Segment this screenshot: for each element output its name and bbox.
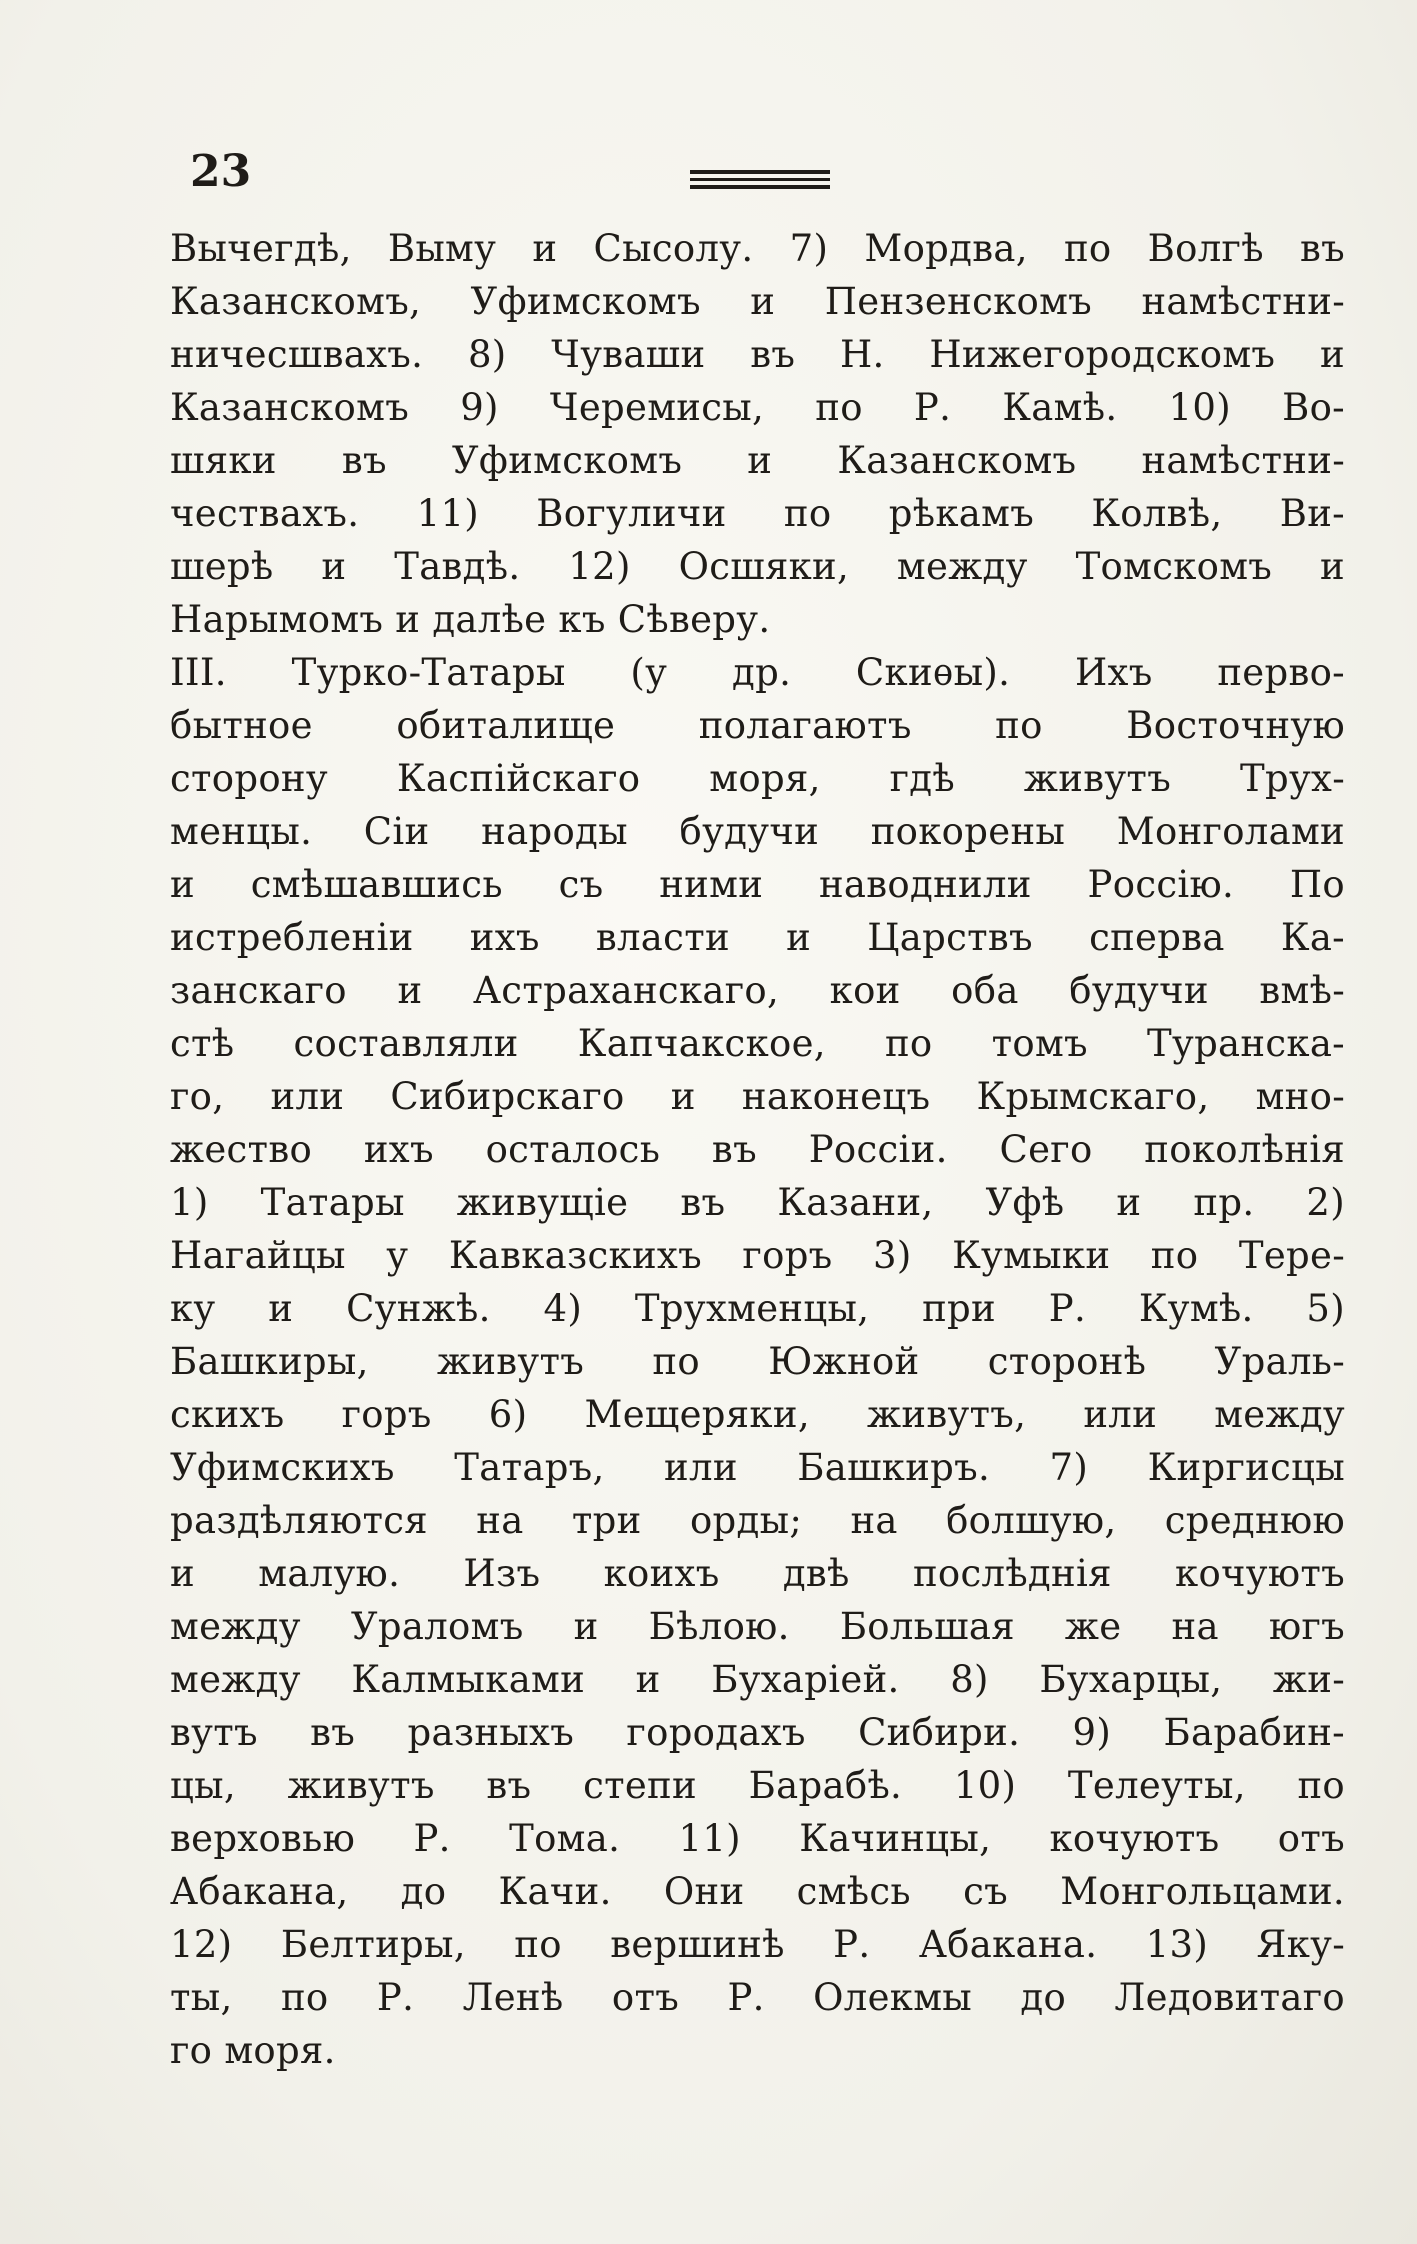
text-line: сторону Каспійскаго моря, гдѣ живутъ Трух- bbox=[170, 757, 1345, 800]
text-line: го моря. bbox=[170, 2029, 336, 2072]
text-line: и смѣшавшись съ ними наводнили Россію. По bbox=[170, 863, 1345, 906]
text-line: занскаго и Астраханскаго, кои оба будучи вмѣ- bbox=[170, 969, 1345, 1012]
text-line: Вычегдѣ, Выму и Сысолу. 7) Мордва, по Волгѣ въ bbox=[170, 227, 1345, 270]
text-line: вутъ въ разныхъ городахъ Сибири. 9) Барабин- bbox=[170, 1711, 1345, 1754]
text-line: Башкиры, живутъ по Южной сторонѣ Ураль- bbox=[170, 1340, 1345, 1383]
text-line: Абакана, до Качи. Они смѣсь съ Монгольцами. bbox=[170, 1870, 1345, 1913]
text-line: Нарымомъ и далѣе къ Сѣверу. bbox=[170, 598, 771, 641]
text-line: верховью Р. Тома. 11) Качинцы, кочуютъ отъ bbox=[170, 1817, 1345, 1860]
text-line: 12) Белтиры, по вершинѣ Р. Абакана. 13) Яку- bbox=[170, 1923, 1345, 1966]
text-line: ничесшвахъ. 8) Чуваши въ Н. Нижегородскомъ и bbox=[170, 333, 1345, 376]
text-line: истребленіи ихъ власти и Царствъ сперва Ка- bbox=[170, 916, 1345, 959]
text-line: го, или Сибирскаго и наконецъ Крымскаго, мно- bbox=[170, 1075, 1345, 1118]
text-line: между Калмыками и Бухаріей. 8) Бухарцы, жи- bbox=[170, 1658, 1345, 1701]
text-line: Уфимскихъ Татаръ, или Башкиръ. 7) Киргисцы bbox=[170, 1446, 1345, 1489]
text-line: и малую. Изъ коихъ двѣ послѣднія кочуютъ bbox=[170, 1552, 1345, 1595]
text-line: шяки въ Уфимскомъ и Казанскомъ намѣстни- bbox=[170, 439, 1345, 482]
ornament-line bbox=[690, 185, 830, 189]
text-line: чествахъ. 11) Вогуличи по рѣкамъ Колвѣ, Ви- bbox=[170, 492, 1345, 535]
text-line: III. Турко-Татары (у др. Скиѳы). Ихъ перво- bbox=[170, 651, 1345, 694]
body-text bbox=[170, 222, 1345, 2077]
text-line: Казанскомъ 9) Черемисы, по Р. Камѣ. 10) Во- bbox=[170, 386, 1345, 429]
text-line: стѣ составляли Капчакское, по томъ Туранска- bbox=[170, 1022, 1345, 1065]
page-number: 23 bbox=[190, 146, 252, 197]
text-line: скихъ горъ 6) Мещеряки, живутъ, или между bbox=[170, 1393, 1345, 1436]
text-line: жество ихъ осталось въ Россіи. Сего поколѣнія bbox=[170, 1128, 1345, 1171]
text-line: 1) Татары живущіе въ Казани, Уфѣ и пр. 2) bbox=[170, 1181, 1345, 1224]
text-line: менцы. Сіи народы будучи покорены Монголами bbox=[170, 810, 1345, 853]
ornament-line bbox=[690, 178, 830, 181]
text-line: бытное обиталище полагаютъ по Восточную bbox=[170, 704, 1345, 747]
text-line: шерѣ и Тавдѣ. 12) Осшяки, между Томскомъ и bbox=[170, 545, 1345, 588]
header-ornament-rule bbox=[690, 170, 830, 192]
text-line: Казанскомъ, Уфимскомъ и Пензенскомъ намѣстни- bbox=[170, 280, 1345, 323]
text-line: между Ураломъ и Бѣлою. Большая же на югъ bbox=[170, 1605, 1345, 1648]
text-line: ку и Сунжѣ. 4) Трухменцы, при Р. Кумѣ. 5) bbox=[170, 1287, 1345, 1330]
ornament-line bbox=[690, 170, 830, 174]
text-line: ты, по Р. Ленѣ отъ Р. Олекмы до Ледовитаго bbox=[170, 1976, 1345, 2019]
text-line: раздѣляются на три орды; на болшую, среднюю bbox=[170, 1499, 1345, 1542]
text-line: Нагайцы у Кавказскихъ горъ 3) Кумыки по Тере- bbox=[170, 1234, 1345, 1277]
text-line: цы, живутъ въ степи Барабѣ. 10) Телеуты, по bbox=[170, 1764, 1345, 1807]
